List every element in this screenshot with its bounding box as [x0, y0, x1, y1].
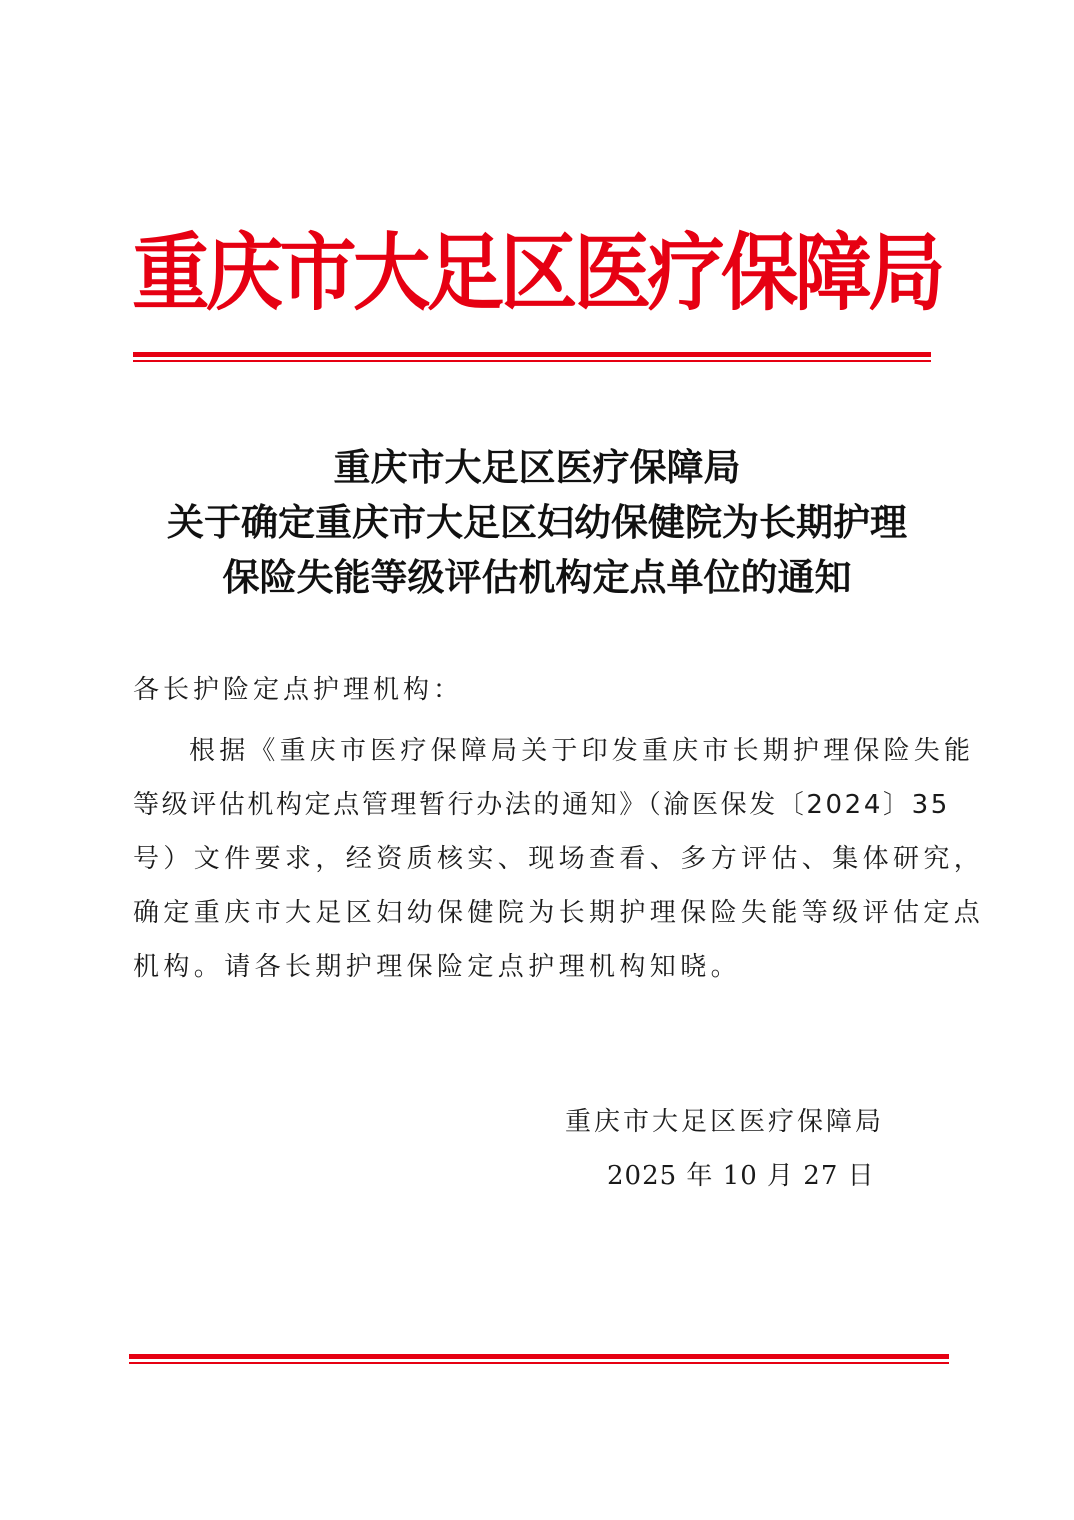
title-line-2: 关于确定重庆市大足区妇幼保健院为长期护理 [167, 500, 907, 544]
body-line-3: 号）文件要求，经资质核实、现场查看、多方评估、集体研究， [133, 844, 985, 874]
salutation: 各长护险定点护理机构： [133, 675, 464, 705]
title-line-1: 重庆市大足区医疗保障局 [333, 445, 741, 489]
masthead-agency-name: 重庆市大足区医疗保障局 [132, 224, 942, 322]
body-line-5: 机构。请各长期护理保险定点护理机构知晓。 [133, 952, 742, 982]
footer-divider-thin [129, 1362, 949, 1364]
masthead-divider-thick [133, 352, 931, 357]
footer-divider-thick [129, 1354, 949, 1359]
signature-date: 2025 年 10 月 27 日 [607, 1161, 875, 1191]
document-title [0, 440, 1074, 605]
body-paragraph [133, 724, 985, 994]
masthead-divider-thin [133, 360, 931, 362]
body-line-4: 确定重庆市大足区妇幼保健院为长期护理保险失能等级评估定点 [133, 898, 985, 928]
signature-issuer: 重庆市大足区医疗保障局 [565, 1107, 885, 1137]
body-line-1: 根据《重庆市医疗保障局关于印发重庆市长期护理保险失能 [189, 736, 975, 766]
title-line-3: 保险失能等级评估机构定点单位的通知 [222, 555, 852, 599]
body-line-2: 等级评估机构定点管理暂行办法的通知》（渝医保发〔2024〕35 [133, 790, 950, 820]
